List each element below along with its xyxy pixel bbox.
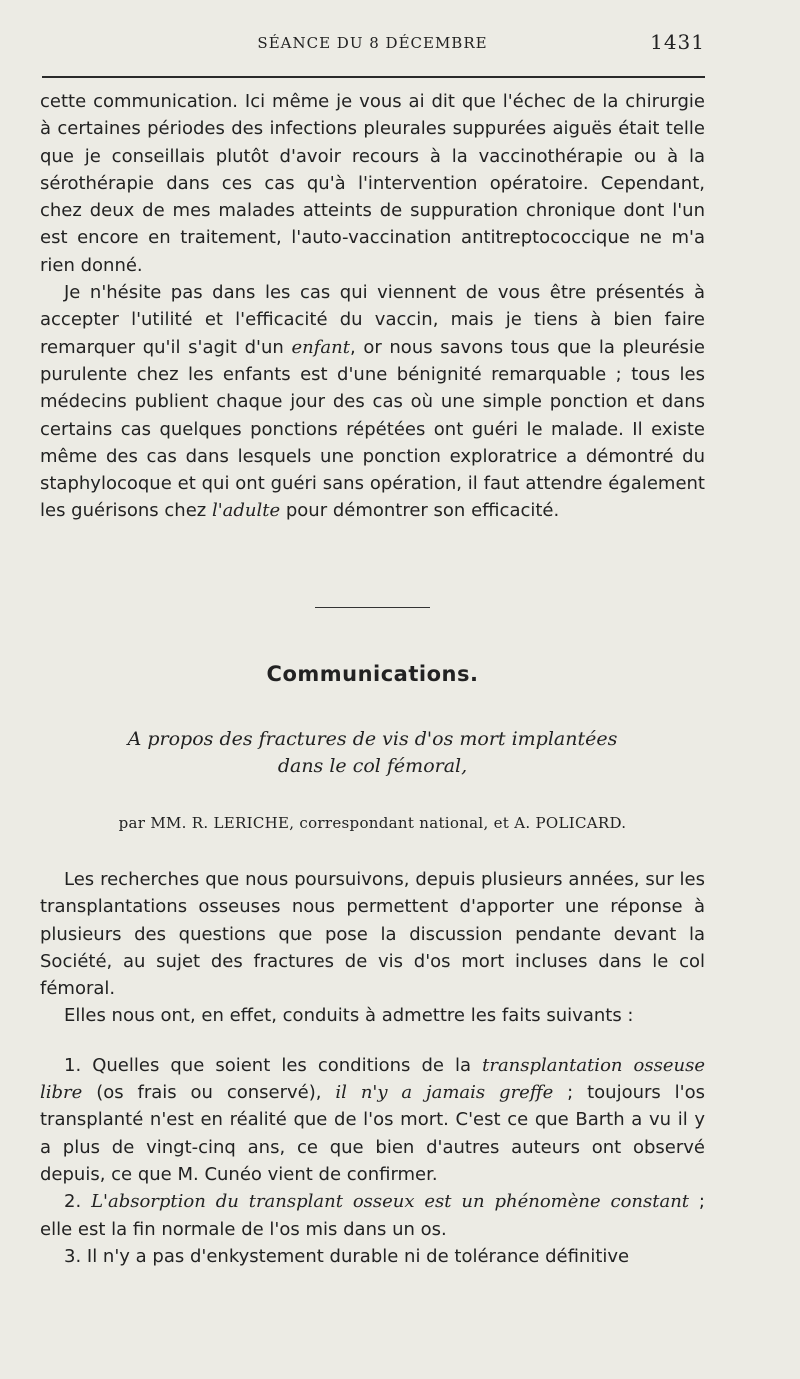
item-text: ; elle est la fin normale de l'os mis dans un os.	[40, 1191, 705, 1240]
discussion-paragraph-2	[40, 279, 705, 525]
item-text: ; toujours l'os transplanté n'est en réalité que de l'os mort. C'est ce que Barth a vu il y a plus de vingt-cinq ans, ce que bien d'autres auteurs ont observé depuis, ce que M. Cunéo vient de confirmer.	[40, 1082, 706, 1185]
running-head	[40, 30, 705, 58]
discussion-text	[40, 88, 705, 525]
article-title-line-2: dans le col fémoral,	[277, 755, 468, 777]
emphasis-enfant: enfant	[291, 336, 350, 358]
emphasis-transplantation: transplantation osseuse libre	[40, 1054, 705, 1104]
discussion-paragraph-1: cette communication. Ici même je vous ai dit que l'échec de la chirurgie à certaines périodes des infections pleurales suppurées aiguës était telle que je conseillais plutôt d'avoir recours à la vaccinothérapie ou à la sérothérapie dans ces cas qu'à l'intervention opératoire. Cependant, chez deux de mes malades atteints de suppuration chronique dont l'un est encore en traitement, l'auto-vaccination antitreptococcique ne m'a rien donné.	[40, 91, 705, 276]
article-title-line-1: A propos des fractures de vis d'os mort implantées	[127, 728, 618, 750]
list-item-2	[40, 1188, 705, 1243]
list-item-1	[40, 1052, 705, 1188]
article-byline: par MM. R. LERICHE, correspondant national, et A. POLICARD.	[118, 814, 627, 832]
header-rule	[42, 76, 705, 78]
section-separator	[315, 607, 430, 608]
section-title: Communications.	[266, 662, 479, 686]
running-head-title: SÉANCE DU 8 DÉCEMBRE	[257, 34, 488, 52]
article-paragraph-2: Elles nous ont, en effet, conduits à admettre les faits suivants :	[64, 1005, 634, 1027]
item-text: (os frais ou conservé),	[82, 1082, 336, 1104]
paragraph-text: , or nous savons tous que la pleurésie purulente chez les enfants est d'une bénignité remarquable ; tous les médecins publient chaque jour des cas où une simple ponction et dans certains cas quelques ponctions répétées ont guéri le malade. Il existe même des cas dans lesquels une ponction exploratrice a démontré du staphylocoque et qui ont guéri sans opération, il faut attendre également les guérisons chez	[40, 336, 705, 522]
article-paragraph-1: Les recherches que nous poursuivons, depuis plusieurs années, sur les transplantations osseuses nous permettent d'apporter une réponse à plusieurs des questions que pose la discussion pendante devant la Société, au sujet des fractures de vis d'os mort incluses dans le col fémoral.	[40, 869, 705, 1000]
page-number: 1431	[650, 30, 705, 54]
item-text: 2.	[64, 1191, 92, 1213]
article-title	[40, 726, 705, 780]
paragraph-text: pour démontrer son efficacité.	[280, 500, 560, 522]
emphasis-jamais-greffe: il n'y a jamais greffe	[335, 1082, 554, 1104]
list-item-3: 3. Il n'y a pas d'enkystement durable ni de tolérance définitive	[64, 1245, 630, 1267]
emphasis-absorption: L'absorption du transplant osseux est un phénomène constant	[91, 1191, 690, 1213]
article-text	[40, 866, 705, 1270]
emphasis-adulte: l'adulte	[211, 500, 281, 522]
item-text: 1. Quelles que soient les conditions de la	[64, 1054, 483, 1076]
paragraph-text: Je n'hésite pas dans les cas qui viennent de vous être présentés à accepter l'utilité et l'efficacité du vaccin, mais je tiens à bien faire remarquer qu'il s'agit d'un	[40, 282, 705, 358]
